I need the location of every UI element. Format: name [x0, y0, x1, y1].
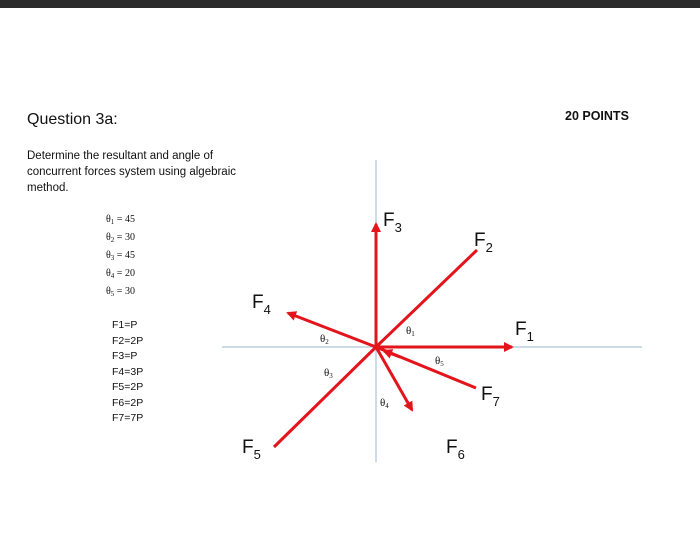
force-label-f7: $F_7$	[481, 384, 500, 409]
force-line-f2	[376, 250, 477, 347]
force-value-f2: F2=2P	[112, 334, 144, 347]
angle-label-theta5: θ5	[435, 355, 444, 368]
instructions-text: Determine the resultant and angle of concurrent forces system using algebraic method.	[27, 150, 237, 194]
angle-label-theta1: θ1	[406, 325, 415, 338]
force-label-f5: $F_5$	[242, 437, 261, 462]
force-value-f3: F3=P	[112, 350, 138, 362]
question-title: Question 3a:	[27, 111, 118, 128]
force-value-f7: F7=7P	[112, 412, 144, 424]
force-line-f5	[274, 347, 376, 447]
angle-label-theta3: θ3	[324, 367, 333, 380]
angle-label-theta2: θ2	[320, 333, 329, 346]
angle-value-theta2: $\theta_2 = 30$	[106, 232, 135, 244]
force-value-f6: F6=2P	[112, 396, 144, 409]
force-label-f2: $F_2$	[474, 230, 493, 255]
force-label-f3: $F_3$	[383, 210, 402, 235]
angle-value-theta3: $\theta_3 = 45$	[106, 250, 135, 262]
angle-label-theta4: θ4	[380, 397, 389, 410]
angle-value-theta4: $\theta_4 = 20$	[106, 268, 135, 280]
force-value-f5: F5=2P	[112, 381, 144, 393]
points-label: 20 POINTS	[565, 109, 629, 123]
angle-value-theta1: $\theta_1 = 45$	[106, 214, 135, 226]
force-value-f4: F4=3P	[112, 365, 144, 378]
force-arrow-f4	[288, 313, 376, 347]
force-label-f1: $F_1$	[515, 319, 534, 344]
angle-value-theta5: $\theta_5 = 30$	[106, 286, 135, 298]
force-arrow-f7-head	[384, 351, 400, 357]
force-value-f1: F1=P	[112, 319, 138, 331]
force-label-f4: $F_4$	[252, 292, 271, 317]
force-label-f6: $F_6$	[446, 437, 465, 462]
